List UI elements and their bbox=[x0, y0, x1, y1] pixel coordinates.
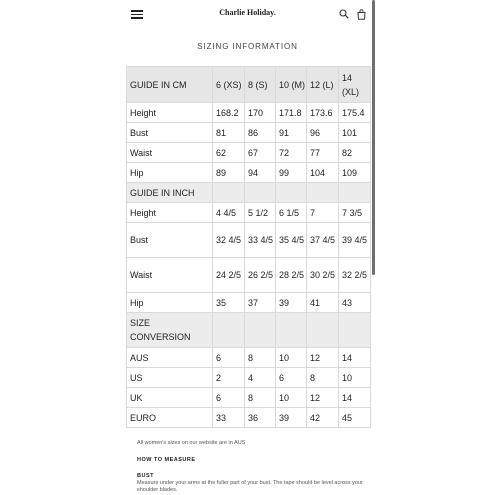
table-cell-empty bbox=[339, 313, 371, 348]
table-row bbox=[127, 183, 371, 203]
table-row-label: Bust bbox=[127, 123, 213, 143]
table-cell: 39 bbox=[276, 293, 307, 313]
table-row-label: Height bbox=[127, 203, 213, 223]
table-cell-empty bbox=[213, 183, 245, 203]
table-cell-empty bbox=[245, 313, 276, 348]
table-row-label: AUS bbox=[127, 348, 213, 368]
table-cell: 32 4/5 bbox=[213, 223, 245, 258]
table-cell: 2 bbox=[213, 368, 245, 388]
table-row-label: Height bbox=[127, 103, 213, 123]
table-cell: 99 bbox=[276, 163, 307, 183]
table-cell: 67 bbox=[245, 143, 276, 163]
table-section-label: SIZE CONVERSION bbox=[127, 313, 213, 348]
table-cell: 82 bbox=[339, 143, 371, 163]
table-cell: 86 bbox=[245, 123, 276, 143]
table-cell-empty bbox=[339, 183, 371, 203]
table-cell-empty bbox=[276, 313, 307, 348]
table-cell: 171.8 bbox=[276, 103, 307, 123]
table-cell: 36 bbox=[245, 408, 276, 428]
table-row bbox=[127, 123, 371, 143]
table-cell: 35 4/5 bbox=[276, 223, 307, 258]
table-cell: 6 bbox=[213, 348, 245, 368]
table-cell: 33 bbox=[213, 408, 245, 428]
table-cell: 42 bbox=[307, 408, 339, 428]
table-cell: 10 bbox=[276, 388, 307, 408]
table-row bbox=[127, 143, 371, 163]
table-cell-empty bbox=[245, 183, 276, 203]
table-cell: 91 bbox=[276, 123, 307, 143]
table-row bbox=[127, 258, 371, 293]
table-cell: 5 1/2 bbox=[245, 203, 276, 223]
table-row bbox=[127, 388, 371, 408]
table-cell: 12 bbox=[307, 388, 339, 408]
table-cell: 14 bbox=[339, 348, 371, 368]
table-row bbox=[127, 103, 371, 123]
scrollbar[interactable] bbox=[372, 0, 375, 275]
table-cell: 12 bbox=[307, 348, 339, 368]
table-cell: 62 bbox=[213, 143, 245, 163]
table-cell: 8 (S) bbox=[245, 67, 276, 103]
table-cell: 94 bbox=[245, 163, 276, 183]
table-row-label: US bbox=[127, 368, 213, 388]
table-cell: 26 2/5 bbox=[245, 258, 276, 293]
table-cell: 109 bbox=[339, 163, 371, 183]
search-icon[interactable] bbox=[339, 9, 349, 19]
table-cell: 7 3/5 bbox=[339, 203, 371, 223]
table-row bbox=[127, 203, 371, 223]
table-row bbox=[127, 293, 371, 313]
table-cell: 8 bbox=[245, 348, 276, 368]
table-cell: 7 bbox=[307, 203, 339, 223]
table-row-label: Bust bbox=[127, 223, 213, 258]
table-cell: 77 bbox=[307, 143, 339, 163]
table-cell: 96 bbox=[307, 123, 339, 143]
table-cell: 37 4/5 bbox=[307, 223, 339, 258]
table-row bbox=[127, 408, 371, 428]
table-cell-empty bbox=[213, 313, 245, 348]
table-row-label: Hip bbox=[127, 163, 213, 183]
table-cell: 6 bbox=[276, 368, 307, 388]
table-cell: 39 bbox=[276, 408, 307, 428]
table-row-label: GUIDE IN CM bbox=[127, 67, 213, 103]
table-cell: 14 bbox=[339, 388, 371, 408]
table-cell: 8 bbox=[245, 388, 276, 408]
table-cell: 89 bbox=[213, 163, 245, 183]
table-cell: 43 bbox=[339, 293, 371, 313]
table-cell: 32 2/5 bbox=[339, 258, 371, 293]
table-row-label: Waist bbox=[127, 258, 213, 293]
table-cell: 8 bbox=[307, 368, 339, 388]
table-cell: 28 2/5 bbox=[276, 258, 307, 293]
table-cell: 101 bbox=[339, 123, 371, 143]
table-row bbox=[127, 348, 371, 368]
bust-instructions: Measure under your arms at the fuller part of your bust. The tape should be level across your shoulder blades. bbox=[137, 480, 363, 493]
table-cell: 6 1/5 bbox=[276, 203, 307, 223]
mobile-page bbox=[121, 0, 374, 495]
table-cell-empty bbox=[307, 183, 339, 203]
table-cell: 10 (M) bbox=[276, 67, 307, 103]
table-row-label: EURO bbox=[127, 408, 213, 428]
table-cell: 14 (XL) bbox=[339, 67, 371, 103]
table-cell-empty bbox=[307, 313, 339, 348]
table-row bbox=[127, 313, 371, 348]
table-row-label: Hip bbox=[127, 293, 213, 313]
table-cell-empty bbox=[276, 183, 307, 203]
table-cell: 170 bbox=[245, 103, 276, 123]
table-row-label: UK bbox=[127, 388, 213, 408]
table-cell: 39 4/5 bbox=[339, 223, 371, 258]
table-cell: 37 bbox=[245, 293, 276, 313]
table-cell: 30 2/5 bbox=[307, 258, 339, 293]
table-cell: 12 (L) bbox=[307, 67, 339, 103]
table-cell: 104 bbox=[307, 163, 339, 183]
table-cell: 4 4/5 bbox=[213, 203, 245, 223]
table-cell: 45 bbox=[339, 408, 371, 428]
table-section-label: GUIDE IN INCH bbox=[127, 183, 213, 203]
table-cell: 4 bbox=[245, 368, 276, 388]
bust-heading: BUST bbox=[137, 473, 154, 479]
sizing-table bbox=[126, 66, 371, 428]
table-row bbox=[127, 368, 371, 388]
table-row bbox=[127, 223, 371, 258]
top-navigation-bar bbox=[121, 0, 374, 30]
table-cell: 175.4 bbox=[339, 103, 371, 123]
table-row-label: Waist bbox=[127, 143, 213, 163]
table-cell: 41 bbox=[307, 293, 339, 313]
table-cell: 35 bbox=[213, 293, 245, 313]
aus-size-note: All women's sizes on our website are in AUS bbox=[137, 440, 246, 446]
table-cell: 24 2/5 bbox=[213, 258, 245, 293]
table-cell: 10 bbox=[276, 348, 307, 368]
shopping-bag-icon[interactable] bbox=[357, 9, 366, 20]
table-cell: 168.2 bbox=[213, 103, 245, 123]
table-row bbox=[127, 67, 371, 103]
table-row bbox=[127, 163, 371, 183]
table-cell: 33 4/5 bbox=[245, 223, 276, 258]
table-cell: 81 bbox=[213, 123, 245, 143]
page-title: SIZING INFORMATION bbox=[197, 42, 298, 51]
table-cell: 6 bbox=[213, 388, 245, 408]
table-cell: 173.6 bbox=[307, 103, 339, 123]
table-cell: 10 bbox=[339, 368, 371, 388]
table-cell: 72 bbox=[276, 143, 307, 163]
brand-logo[interactable]: Charlie Holiday. bbox=[219, 8, 276, 17]
how-to-measure-heading: HOW TO MEASURE bbox=[137, 457, 196, 463]
table-cell: 6 (XS) bbox=[213, 67, 245, 103]
